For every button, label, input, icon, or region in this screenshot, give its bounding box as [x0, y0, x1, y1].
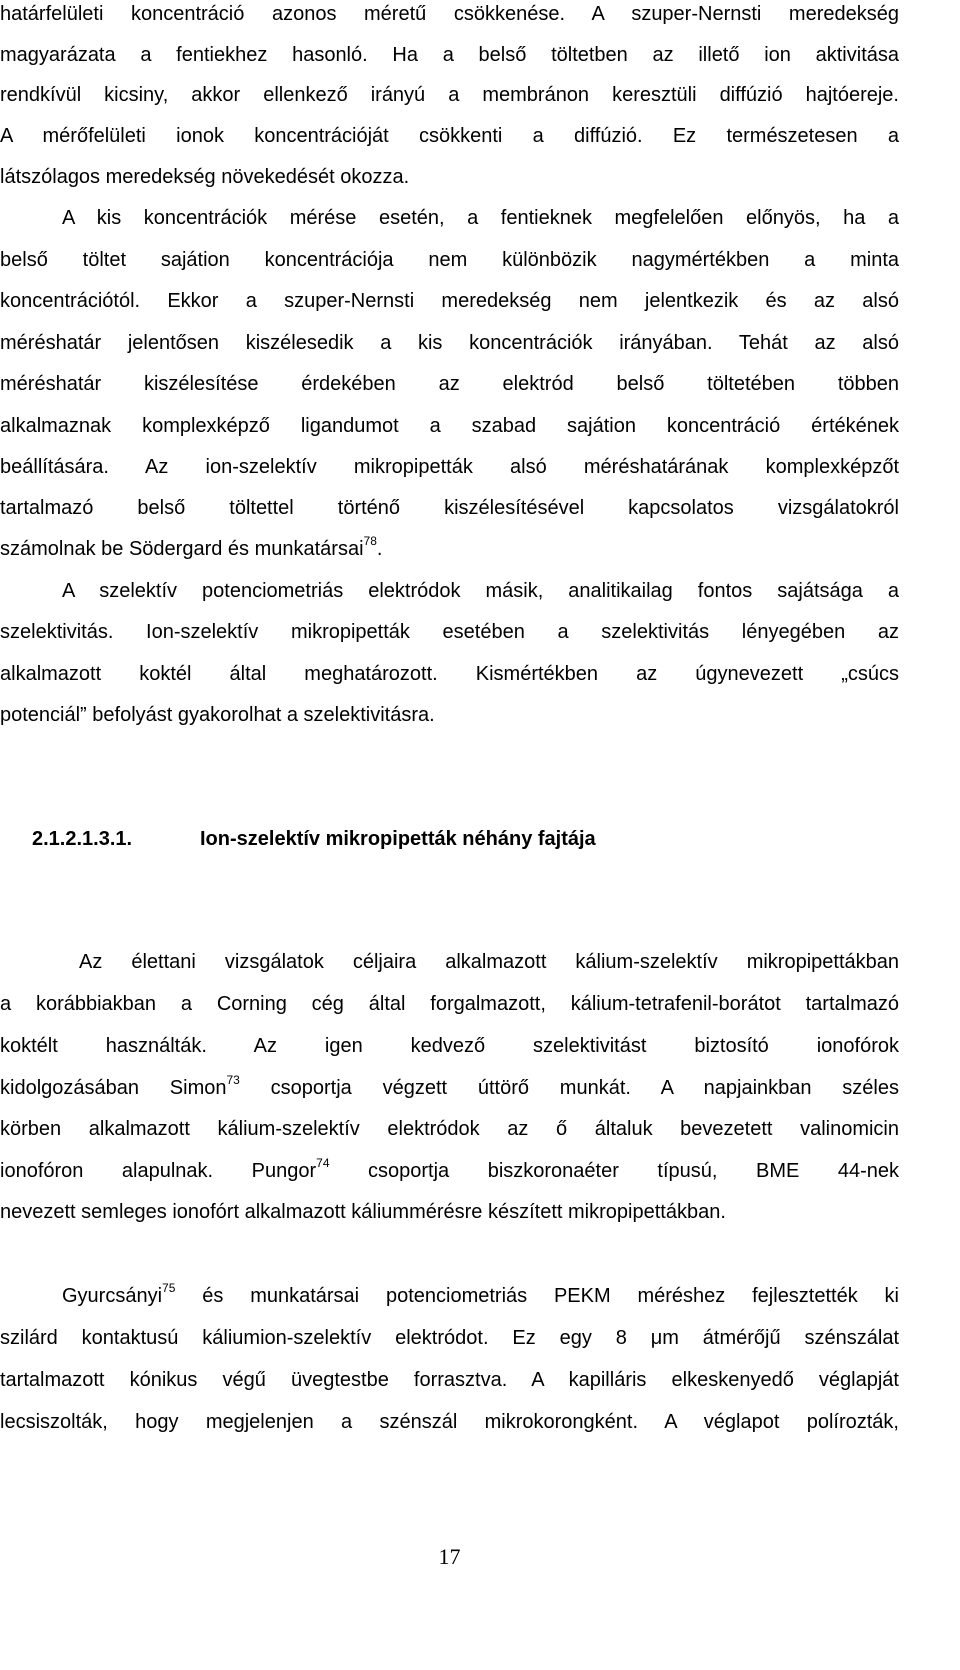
text-segment: Gyurcsányi — [62, 1285, 163, 1307]
text-line: körben alkalmazott kálium-szelektív elektródok az ő általuk bevezetett valinomicin — [0, 1118, 899, 1140]
text-line: nevezett semleges ionofórt alkalmazott káliummérésre készített mikropipettákban. — [0, 1201, 726, 1223]
reference-superscript: 74 — [316, 1156, 330, 1170]
text-line: szilárd kontaktusú káliumion-szelektív elektródot. Ez egy 8 μm átmérőjű szénszálat — [0, 1327, 899, 1349]
text-line: a korábbiakban a Corning cég által forgalmazott, kálium-tetrafenil-borátot tartalmazó — [0, 993, 899, 1015]
text-line: látszólagos meredekség növekedését okozza. — [0, 166, 410, 188]
reference-superscript: 75 — [162, 1281, 176, 1295]
text-line: méréshatár jelentősen kiszélesedik a kis koncentrációk irányában. Tehát az alsó — [0, 332, 899, 354]
text-segment: . — [376, 538, 383, 560]
text-line: tartalmazó belső töltettel történő kiszélesítésével kapcsolatos vizsgálatokról — [0, 497, 899, 519]
section-heading — [32, 827, 596, 851]
reference-superscript: 73 — [226, 1073, 240, 1087]
text-line-with-reference — [0, 1156, 899, 1185]
section-number: 2.1.2.1.3.1. — [32, 828, 133, 850]
text-line: határfelületi koncentráció azonos méretű csökkenése. A szuper-Nernsti meredekség — [0, 3, 899, 25]
text-line: potenciál” befolyást gyakorolhat a szelektivitásra. — [0, 704, 435, 726]
page-number: 17 — [438, 1544, 461, 1569]
text-line-with-reference — [0, 534, 899, 563]
text-segment: számolnak be Södergard és munkatársai — [0, 538, 364, 560]
text-line: alkalmazott koktél által meghatározott. Kismértékben az úgynevezett „csúcs — [0, 663, 899, 685]
text-segment: és munkatársai potenciometriás PEKM méréshez fejlesztették ki — [202, 1285, 900, 1307]
paragraph-first-line: A kis koncentrációk mérése esetén, a fentieknek megfelelően előnyös, ha a — [62, 207, 899, 229]
text-line: beállítására. Az ion-szelektív mikropipetták alsó méréshatárának komplexképzőt — [0, 456, 899, 478]
text-line: tartalmazott kónikus végű üvegtestbe forrasztva. A kapilláris elkeskenyedő véglapját — [0, 1369, 899, 1391]
text-line-with-reference — [0, 1073, 899, 1102]
text-line: koncentrációtól. Ekkor a szuper-Nernsti meredekség nem jelentkezik és az alsó — [0, 290, 899, 312]
text-line-with-reference — [62, 1281, 900, 1310]
text-line: koktélt használták. Az igen kedvező szelektivitást biztosító ionofórok — [0, 1035, 899, 1057]
text-line: A mérőfelületi ionok koncentrációját csökkenti a diffúzió. Ez természetesen a — [0, 125, 899, 147]
text-line: alkalmaznak komplexképző ligandumot a szabad sajátion koncentráció értékének — [0, 415, 899, 437]
text-segment: csoportja biszkoronaéter típusú, BME 44-nek — [368, 1160, 899, 1182]
text-segment: csoportja végzett úttörő munkát. A napjainkban széles — [270, 1077, 899, 1099]
text-line: szelektivitás. Ion-szelektív mikropipetták esetében a szelektivitás lényegében az — [0, 621, 899, 643]
text-segment: kidolgozásában Simon — [0, 1077, 227, 1099]
text-line: rendkívül kicsiny, akkor ellenkező irányú a membránon keresztüli diffúzió hajtóereje. — [0, 84, 899, 106]
text-segment: ionofóron alapulnak. — [0, 1160, 214, 1182]
text-line: méréshatár kiszélesítése érdekében az elektród belső töltetében többen — [0, 373, 899, 395]
paragraph-first-line: Az élettani vizsgálatok céljaira alkalmazott kálium-szelektív mikropipettákban — [79, 951, 899, 973]
text-segment: Pungor — [251, 1160, 317, 1182]
section-title: Ion-szelektív mikropipetták néhány fajtája — [200, 828, 596, 850]
text-line: lecsiszolták, hogy megjelenjen a szénszál mikrokorongként. A véglapot polírozták, — [0, 1411, 899, 1433]
text-line: belső töltet sajátion koncentrációja nem különbözik nagymértékben a minta — [0, 249, 899, 271]
paragraph-first-line: A szelektív potenciometriás elektródok másik, analitikailag fontos sajátsága a — [62, 580, 899, 602]
reference-superscript: 78 — [363, 534, 377, 548]
text-line: magyarázata a fentiekhez hasonló. Ha a belső töltetben az illető ion aktivitása — [0, 44, 899, 66]
